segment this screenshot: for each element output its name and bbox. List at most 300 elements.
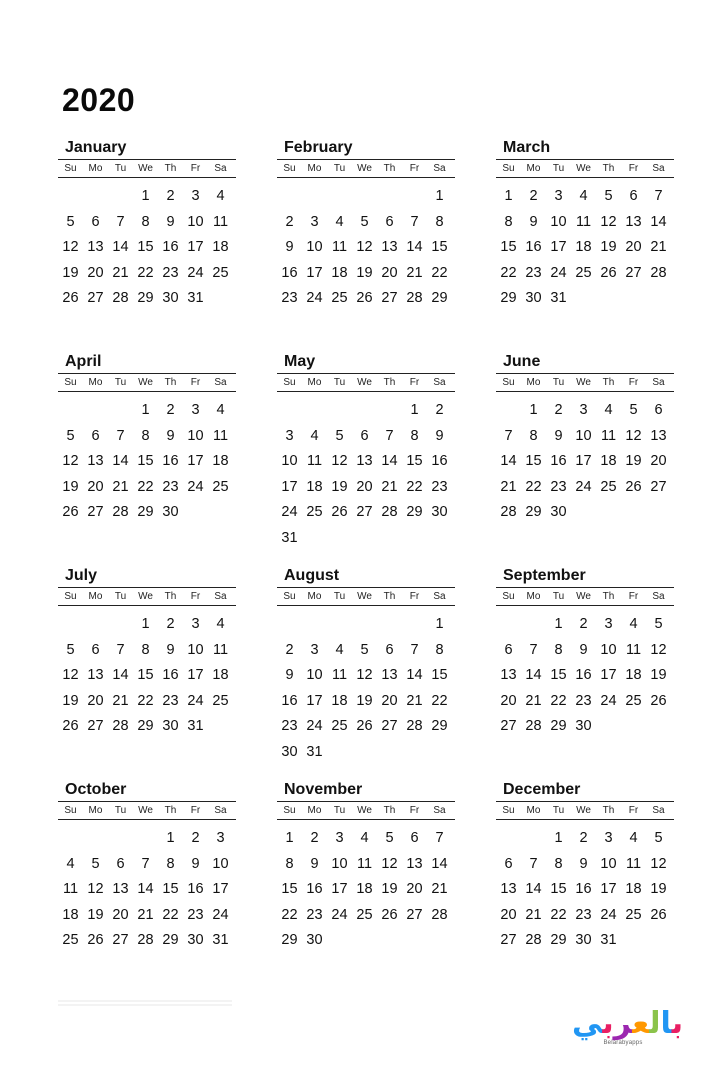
day-cell: 14 <box>406 667 423 683</box>
day-grid <box>496 612 674 740</box>
day-cell: 6 <box>91 641 100 658</box>
day-cell: 18 <box>62 906 79 923</box>
day-cell: 1 <box>435 188 444 204</box>
day-cell: 24 <box>212 906 229 923</box>
day-cell: 4 <box>335 213 344 230</box>
day-cell: 18 <box>600 453 617 469</box>
weekday-label: Fr <box>190 163 201 174</box>
day-cell: 6 <box>654 402 663 418</box>
day-cell: 3 <box>191 616 200 632</box>
day-cell: 10 <box>187 427 204 444</box>
day-cell: 22 <box>137 692 154 709</box>
day-cell: 13 <box>87 453 104 469</box>
weekday-label: Su <box>283 163 296 174</box>
day-cell: 29 <box>550 932 567 948</box>
day-cell: 6 <box>410 830 419 846</box>
day-cell: 20 <box>406 881 423 897</box>
day-cell: 25 <box>600 478 617 495</box>
empty-day-cell <box>108 398 133 424</box>
day-cell: 8 <box>435 641 444 658</box>
day-cell: 23 <box>187 906 204 923</box>
month-name: February <box>284 139 353 156</box>
day-cell: 27 <box>112 932 129 948</box>
day-cell: 31 <box>306 743 323 760</box>
day-cell: 24 <box>306 290 323 306</box>
weekday-label: Tu <box>333 377 346 388</box>
day-cell: 26 <box>650 692 667 709</box>
weekday-label: Tu <box>114 377 127 388</box>
day-cell: 7 <box>504 427 513 444</box>
day-cell: 15 <box>431 239 448 255</box>
day-cell: 18 <box>212 453 229 469</box>
day-cell: 28 <box>137 932 154 948</box>
day-cell: 13 <box>500 667 517 683</box>
weekday-label: Sa <box>433 377 446 388</box>
day-cell: 19 <box>356 692 373 709</box>
weekday-label: Th <box>383 805 396 816</box>
weekday-label: Mo <box>307 377 322 388</box>
weekday-label: Tu <box>552 163 565 174</box>
day-grid <box>277 612 455 765</box>
day-cell: 1 <box>141 616 150 632</box>
day-cell: 12 <box>650 855 667 872</box>
weekday-label: We <box>576 163 591 174</box>
empty-day-cell <box>377 398 402 424</box>
day-cell: 6 <box>91 427 100 444</box>
day-cell: 20 <box>381 264 398 281</box>
day-cell: 3 <box>191 402 200 418</box>
day-cell: 17 <box>187 667 204 683</box>
day-cell: 29 <box>525 504 542 520</box>
day-cell: 11 <box>212 641 229 658</box>
empty-day-cell <box>83 826 108 852</box>
month-name: January <box>65 139 127 156</box>
day-cell: 17 <box>331 881 348 897</box>
day-cell: 9 <box>529 213 538 230</box>
day-cell: 16 <box>431 453 448 469</box>
day-cell: 29 <box>431 718 448 734</box>
weekday-label: Fr <box>190 805 201 816</box>
day-cell: 4 <box>216 616 225 632</box>
day-cell: 24 <box>600 692 617 709</box>
day-cell: 9 <box>285 667 294 683</box>
day-cell: 21 <box>406 692 423 709</box>
day-cell: 30 <box>525 290 542 306</box>
day-cell: 20 <box>87 264 104 281</box>
day-cell: 2 <box>191 830 200 846</box>
day-cell: 15 <box>406 453 423 469</box>
month-name: September <box>503 567 586 584</box>
day-cell: 17 <box>550 239 567 255</box>
day-cell: 8 <box>141 213 150 230</box>
day-cell: 24 <box>331 906 348 923</box>
day-cell: 2 <box>554 402 563 418</box>
weekday-label: Sa <box>652 163 665 174</box>
day-cell: 3 <box>604 616 613 632</box>
day-cell: 19 <box>381 881 398 897</box>
weekday-label: Tu <box>552 591 565 602</box>
day-cell: 22 <box>525 478 542 495</box>
day-cell: 6 <box>385 213 394 230</box>
day-cell: 9 <box>166 213 175 230</box>
weekday-label: Th <box>164 591 177 602</box>
day-cell: 11 <box>356 855 373 872</box>
day-cell: 5 <box>66 641 75 658</box>
day-cell: 28 <box>406 290 423 306</box>
weekday-label: Tu <box>114 805 127 816</box>
weekday-label: Tu <box>333 163 346 174</box>
day-cell: 6 <box>385 641 394 658</box>
day-cell: 6 <box>91 213 100 230</box>
day-cell: 11 <box>575 213 592 230</box>
empty-day-cell <box>58 826 83 852</box>
weekday-label: Fr <box>628 591 639 602</box>
day-cell: 26 <box>62 504 79 520</box>
day-cell: 10 <box>306 667 323 683</box>
day-cell: 31 <box>550 290 567 306</box>
weekday-label: Sa <box>652 805 665 816</box>
weekday-label: Mo <box>307 805 322 816</box>
day-cell: 10 <box>306 239 323 255</box>
faint-divider <box>58 998 232 1006</box>
day-cell: 31 <box>187 718 204 734</box>
day-cell: 11 <box>625 641 642 658</box>
weekday-label: Su <box>64 377 77 388</box>
day-cell: 22 <box>431 692 448 709</box>
day-cell: 13 <box>87 667 104 683</box>
day-cell: 23 <box>162 478 179 495</box>
month-july <box>61 565 236 740</box>
weekday-label: Th <box>164 805 177 816</box>
empty-day-cell <box>108 826 133 852</box>
day-cell: 28 <box>112 718 129 734</box>
empty-day-cell <box>496 612 521 638</box>
day-cell: 30 <box>162 718 179 734</box>
day-cell: 22 <box>281 906 298 923</box>
day-cell: 13 <box>406 855 423 872</box>
day-cell: 11 <box>306 453 323 469</box>
day-cell: 12 <box>62 667 79 683</box>
weekday-label: Su <box>502 163 515 174</box>
day-cell: 5 <box>654 616 663 632</box>
day-cell: 16 <box>162 239 179 255</box>
day-grid <box>58 398 236 526</box>
day-cell: 12 <box>62 453 79 469</box>
day-cell: 24 <box>187 692 204 709</box>
day-cell: 26 <box>87 932 104 948</box>
empty-day-cell <box>377 184 402 210</box>
day-cell: 30 <box>162 290 179 306</box>
day-cell: 1 <box>141 188 150 204</box>
day-cell: 24 <box>600 906 617 923</box>
weekday-label: Su <box>283 377 296 388</box>
day-cell: 7 <box>435 830 444 846</box>
day-cell: 20 <box>500 692 517 709</box>
day-cell: 4 <box>629 616 638 632</box>
day-cell: 6 <box>116 855 125 872</box>
weekday-label: Tu <box>333 591 346 602</box>
empty-day-cell <box>83 612 108 638</box>
weekday-label: Mo <box>526 163 541 174</box>
weekday-label: We <box>138 163 153 174</box>
day-cell: 6 <box>360 427 369 444</box>
weekday-label: We <box>576 591 591 602</box>
day-cell: 9 <box>166 641 175 658</box>
day-cell: 30 <box>162 504 179 520</box>
day-cell: 12 <box>600 213 617 230</box>
day-cell: 19 <box>87 906 104 923</box>
day-cell: 21 <box>112 692 129 709</box>
weekday-label: Fr <box>409 805 420 816</box>
day-cell: 15 <box>525 453 542 469</box>
logo-subtitle: Belarabyapps <box>603 1040 643 1046</box>
day-grid <box>496 184 674 312</box>
month-august <box>280 565 455 765</box>
day-cell: 29 <box>550 718 567 734</box>
weekday-label: We <box>357 591 372 602</box>
day-cell: 10 <box>550 213 567 230</box>
day-cell: 1 <box>554 830 563 846</box>
day-cell: 17 <box>575 453 592 469</box>
empty-day-cell <box>277 612 302 638</box>
day-cell: 16 <box>550 453 567 469</box>
day-cell: 8 <box>554 641 563 658</box>
weekday-label: Tu <box>114 591 127 602</box>
day-cell: 17 <box>281 478 298 495</box>
month-september <box>499 565 674 740</box>
day-cell: 30 <box>187 932 204 948</box>
day-cell: 29 <box>431 290 448 306</box>
day-cell: 28 <box>525 932 542 948</box>
day-cell: 13 <box>112 881 129 897</box>
day-cell: 29 <box>162 932 179 948</box>
day-cell: 29 <box>137 718 154 734</box>
day-cell: 10 <box>600 855 617 872</box>
day-cell: 18 <box>625 667 642 683</box>
day-cell: 4 <box>216 188 225 204</box>
month-name: November <box>284 781 363 798</box>
month-name: December <box>503 781 581 798</box>
day-cell: 22 <box>550 692 567 709</box>
day-cell: 29 <box>137 504 154 520</box>
day-cell: 7 <box>529 855 538 872</box>
day-cell: 16 <box>575 667 592 683</box>
weekday-label: Th <box>602 163 615 174</box>
day-cell: 27 <box>381 290 398 306</box>
day-cell: 22 <box>500 264 517 281</box>
day-cell: 16 <box>281 692 298 709</box>
day-cell: 27 <box>500 718 517 734</box>
day-cell: 20 <box>87 478 104 495</box>
weekday-header <box>496 159 674 178</box>
weekday-label: Th <box>602 591 615 602</box>
weekday-label: Mo <box>88 163 103 174</box>
empty-day-cell <box>402 612 427 638</box>
weekday-label: We <box>138 377 153 388</box>
day-cell: 31 <box>600 932 617 948</box>
weekday-label: Sa <box>433 163 446 174</box>
empty-day-cell <box>277 398 302 424</box>
day-cell: 7 <box>654 188 663 204</box>
day-cell: 5 <box>335 427 344 444</box>
day-cell: 1 <box>529 402 538 418</box>
day-cell: 18 <box>575 239 592 255</box>
day-cell: 27 <box>406 906 423 923</box>
day-cell: 3 <box>554 188 563 204</box>
day-cell: 11 <box>625 855 642 872</box>
weekday-label: Fr <box>190 377 201 388</box>
day-cell: 15 <box>281 881 298 897</box>
day-cell: 14 <box>112 667 129 683</box>
day-cell: 19 <box>331 478 348 495</box>
day-cell: 16 <box>306 881 323 897</box>
day-cell: 20 <box>381 692 398 709</box>
day-cell: 29 <box>500 290 517 306</box>
weekday-label: Mo <box>307 591 322 602</box>
weekday-label: Sa <box>214 591 227 602</box>
day-cell: 21 <box>500 478 517 495</box>
day-cell: 19 <box>625 453 642 469</box>
day-cell: 23 <box>525 264 542 281</box>
day-cell: 1 <box>554 616 563 632</box>
day-cell: 19 <box>62 264 79 281</box>
day-cell: 1 <box>285 830 294 846</box>
weekday-label: Su <box>502 805 515 816</box>
day-cell: 12 <box>381 855 398 872</box>
day-cell: 1 <box>504 188 513 204</box>
day-cell: 7 <box>385 427 394 444</box>
empty-day-cell <box>58 184 83 210</box>
weekday-header <box>496 801 674 820</box>
weekday-label: Sa <box>652 591 665 602</box>
day-cell: 15 <box>137 667 154 683</box>
empty-day-cell <box>496 398 521 424</box>
day-cell: 2 <box>166 188 175 204</box>
day-cell: 23 <box>431 478 448 495</box>
day-cell: 18 <box>306 478 323 495</box>
empty-day-cell <box>377 612 402 638</box>
day-cell: 14 <box>500 453 517 469</box>
day-cell: 8 <box>285 855 294 872</box>
day-cell: 25 <box>212 264 229 281</box>
day-cell: 23 <box>281 290 298 306</box>
day-cell: 2 <box>166 616 175 632</box>
day-cell: 6 <box>504 855 513 872</box>
weekday-label: Mo <box>88 805 103 816</box>
day-grid <box>58 184 236 312</box>
day-cell: 17 <box>212 881 229 897</box>
day-cell: 23 <box>575 692 592 709</box>
day-cell: 22 <box>137 264 154 281</box>
day-cell: 16 <box>187 881 204 897</box>
day-cell: 30 <box>306 932 323 948</box>
day-cell: 21 <box>381 478 398 495</box>
day-cell: 1 <box>435 616 444 632</box>
day-cell: 5 <box>66 427 75 444</box>
weekday-label: Su <box>64 805 77 816</box>
weekday-label: We <box>576 377 591 388</box>
day-cell: 2 <box>579 830 588 846</box>
weekday-label: Sa <box>433 591 446 602</box>
month-name: June <box>503 353 541 370</box>
weekday-label: Su <box>64 591 77 602</box>
day-cell: 8 <box>504 213 513 230</box>
day-cell: 4 <box>360 830 369 846</box>
day-cell: 10 <box>331 855 348 872</box>
day-cell: 3 <box>604 830 613 846</box>
day-cell: 9 <box>554 427 563 444</box>
day-cell: 25 <box>306 504 323 520</box>
day-cell: 21 <box>406 264 423 281</box>
weekday-label: Th <box>164 377 177 388</box>
weekday-label: Mo <box>307 163 322 174</box>
month-october <box>61 779 236 954</box>
day-cell: 28 <box>112 290 129 306</box>
day-cell: 7 <box>529 641 538 658</box>
day-cell: 15 <box>500 239 517 255</box>
day-cell: 5 <box>66 213 75 230</box>
day-cell: 24 <box>550 264 567 281</box>
day-cell: 4 <box>629 830 638 846</box>
weekday-label: Fr <box>409 591 420 602</box>
weekday-label: Sa <box>652 377 665 388</box>
day-cell: 9 <box>435 427 444 444</box>
day-cell: 18 <box>331 264 348 281</box>
weekday-label: Mo <box>526 377 541 388</box>
day-cell: 5 <box>360 213 369 230</box>
day-cell: 30 <box>431 504 448 520</box>
empty-day-cell <box>402 184 427 210</box>
day-cell: 17 <box>600 881 617 897</box>
day-cell: 14 <box>137 881 154 897</box>
month-name: April <box>65 353 102 370</box>
day-cell: 12 <box>87 881 104 897</box>
empty-day-cell <box>58 612 83 638</box>
day-cell: 2 <box>285 213 294 230</box>
day-cell: 25 <box>62 932 79 948</box>
weekday-header <box>277 373 455 392</box>
day-cell: 21 <box>525 692 542 709</box>
day-cell: 5 <box>654 830 663 846</box>
day-cell: 3 <box>310 641 319 658</box>
day-cell: 24 <box>187 478 204 495</box>
day-cell: 30 <box>575 932 592 948</box>
month-january <box>61 137 236 312</box>
year-title: 2020 <box>62 82 136 118</box>
day-cell: 12 <box>650 641 667 658</box>
day-grid <box>277 184 455 312</box>
day-cell: 31 <box>212 932 229 948</box>
day-cell: 2 <box>579 616 588 632</box>
day-cell: 25 <box>625 906 642 923</box>
weekday-label: Fr <box>628 163 639 174</box>
day-cell: 16 <box>575 881 592 897</box>
day-cell: 25 <box>212 478 229 495</box>
day-cell: 20 <box>87 692 104 709</box>
month-name: July <box>65 567 98 584</box>
empty-day-cell <box>352 184 377 210</box>
logo-text: بالعربي <box>572 1006 684 1041</box>
day-cell: 17 <box>306 264 323 281</box>
empty-day-cell <box>108 612 133 638</box>
day-grid <box>58 612 236 740</box>
day-cell: 10 <box>187 641 204 658</box>
weekday-header <box>277 587 455 606</box>
day-cell: 14 <box>650 213 667 230</box>
day-cell: 24 <box>306 718 323 734</box>
day-cell: 19 <box>356 264 373 281</box>
day-cell: 9 <box>285 239 294 255</box>
